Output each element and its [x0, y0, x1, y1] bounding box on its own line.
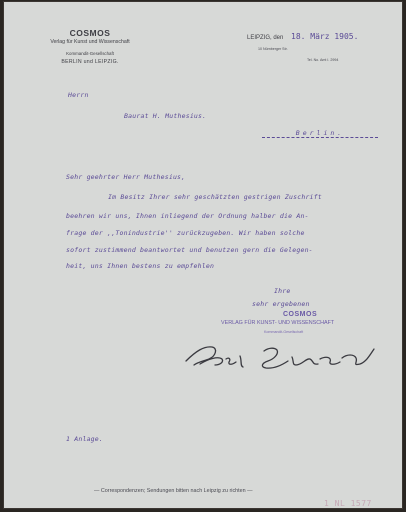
letterhead-company: COSMOS: [69, 28, 111, 38]
closing-line: sehr ergebenen: [252, 300, 310, 308]
recipient-city: Berlin.: [262, 129, 378, 138]
recipient-prefix: Herrn: [68, 91, 89, 99]
letter-date: 18. März 1905.: [291, 32, 359, 41]
greeting: Sehr geehrter Herr Muthesius,: [66, 173, 186, 181]
letterhead-subtitle: Verlag für Kunst und Wissenschaft: [50, 39, 130, 45]
body-line: Im Besitz Ihrer sehr geschätzten gestrigen Zuschrift: [108, 193, 322, 201]
recipient-name: Baurat H. Muthesius.: [124, 112, 207, 120]
sender-telephone: Tel. No. Amt I. 2994: [307, 58, 339, 62]
enclosure-note: 1 Anlage.: [66, 435, 104, 443]
sender-address: 10 Nürnberger Str.: [258, 47, 288, 51]
stamp-company-type: Kommandit-Gesellschaft: [264, 330, 304, 334]
body-line: heit, uns Ihnen bestens zu empfehlen: [66, 262, 215, 270]
letterhead-cities: BERLIN und LEIPZIG.: [61, 59, 119, 65]
body-line: beehren wir uns, Ihnen inliegend der Ordnung halber die An-: [66, 212, 309, 220]
archive-stamp: 1 NL 1577: [324, 499, 372, 508]
closing-line: Ihre: [274, 287, 291, 295]
stamp-verlag: VERLAG FÜR KUNST- UND WISSENSCHAFT: [221, 320, 335, 326]
date-place: LEIPZIG, den: [247, 35, 284, 41]
body-line: frage der ,,Tonindustrie'' zurückzugeben. Wir haben solche: [66, 229, 305, 237]
footer-note: — Correspondenzen; Sendungen bitten nach Leipzig zu richten —: [94, 488, 253, 494]
handwritten-signature: [182, 337, 382, 373]
letterhead-company-type: Kommandit-Gesellschaft: [66, 51, 114, 56]
body-line: sofort zustimmend beantwortet und benutzen gern die Gelegen-: [66, 246, 313, 254]
stamp-company: COSMOS: [283, 311, 318, 318]
letter-page: [4, 2, 402, 508]
